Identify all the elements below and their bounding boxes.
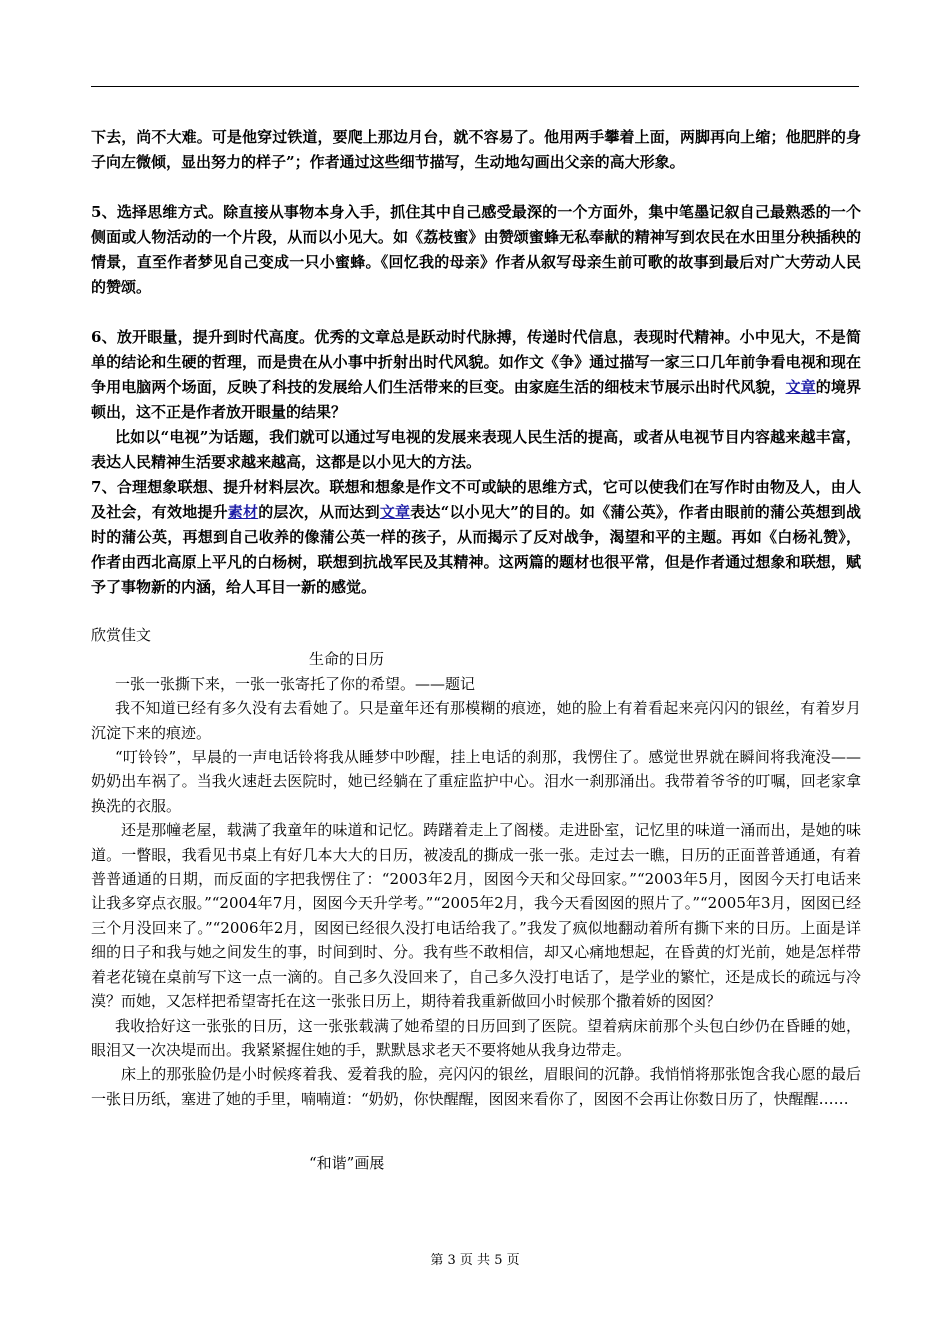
page-footer: 第 3 页 共 5 页 — [430, 1253, 520, 1268]
page-content — [91, 125, 861, 1176]
essay-paragraph-5: 床上的那张脸仍是小时候疼着我、爱着我的脸，亮闪闪的银丝，眉眼间的沉静。我悄悄将那张饱含我心愿的最后一张日历纸，塞进了她的手里，喃喃道：“奶奶，你快醒醒，囡囡来看你了，囡囡不会再让你数日历了，快醒醒…… — [91, 1065, 861, 1108]
next-essay-title: “和谐”画展 — [309, 1154, 385, 1173]
section-heading: 欣赏佳文 — [91, 626, 152, 644]
essay-paragraph-1: 我不知道已经有多久没有去看她了。只是童年还有那模糊的痕迹，她的脸上有着看起来亮闪闪的银丝，有着岁月沉淀下来的痕迹。 — [91, 699, 861, 742]
essay-title: 生命的日历 — [309, 650, 385, 669]
header-rule — [91, 86, 859, 87]
material-link[interactable]: 素材 — [227, 503, 259, 521]
paragraph-tv-example: 比如以“电视”为话题，我们就可以通过写电视的发展来表现人民生活的提高，或者从电视节目内容越来越丰富，表达人民精神生活要求越来越高，这都是以小见大的方法。 — [91, 428, 861, 471]
paragraph-point-7: 7、合理想象联想、提升材料层次。联想和想象是作文不可或缺的思维方式，它可以使我们在写作时由物及人，由人及社会，有效地提升素材的层次，从而达到文章表达“以小见大”的目的。如《蒲公英》，作者由眼前的蒲公英想到战时的蒲公英，再想到自己收养的像蒲公英一样的孩子，从而揭示了反对战争，渴望和平的主题。再如《白杨礼赞》，作者由西北高原上平凡的白杨树，联想到抗战军民及其精神。这两篇的题材也很平常，但是作者通过想象和联想，赋予了事物新的内涵，给人耳目一新的感觉。 — [91, 478, 861, 596]
article-link[interactable]: 文章 — [785, 378, 816, 396]
paragraph-continuation: 下去，尚不大难。可是他穿过铁道，要爬上那边月台，就不容易了。他用两手攀着上面，两脚再向上缩；他肥胖的身子向左微倾，显出努力的样子”；作者通过这些细节描写，生动地勾画出父亲的高大形象。 — [91, 128, 861, 171]
essay-paragraph-4: 我收拾好这一张张的日历，这一张张载满了她希望的日历回到了医院。望着病床前那个头包白纱仍在昏睡的她，眼泪又一次决堤而出。我紧紧握住她的手，默默恳求老天不要将她从我身边带走。 — [91, 1016, 861, 1059]
essay-paragraph-2: “叮铃铃”，早晨的一声电话铃将我从睡梦中吵醒，挂上电话的刹那，我愣住了。感觉世界就在瞬间将我淹没——奶奶出车祸了。当我火速赶去医院时，她已经躺在了重症监护中心。泪水一刹那涌出。我带着爷爷的叮嘱，回老家拿换洗的衣服。 — [91, 748, 861, 815]
paragraph-point-5: 5、选择思维方式。除直接从事物本身入手，抓住其中自己感受最深的一个方面外，集中笔墨记叙自己最熟悉的一个侧面或人物活动的一个片段，从而以小见大。如《荔枝蜜》由赞颂蜜蜂无私奉献的精神写到农民在水田里分秧插秧的情景，直至作者梦见自己变成一只小蜜蜂。《回忆我的母亲》作者从叙写母亲生前可歌的故事到最后对广大劳动人民的赞颂。 — [91, 203, 861, 296]
essay-paragraph-3: 还是那幢老屋，载满了我童年的味道和记忆。踌躇着走上了阁楼。走进卧室，记忆里的味道一涌而出，是她的味道。一瞥眼，我看见书桌上有好几本大大的日历，被凌乱的撕成一张一张。走过去一瞧，日历的正面普普通通，有着普普通通的日期，而反面的字把我愣住了：“2003年2月，囡囡今天和父母回家。”“2003年5月，囡囡今天打电话来让我多穿点衣服。”“2004年7月，囡囡今天升学考。”“2005年2月，我今天看囡囡的照片了。”“2005年3月，囡囡已经三个月没回来了。”“2006年2月，囡囡已经很久没打电话给我了。”我发了疯似地翻动着所有撕下来的日历。上面是详细的日子和我与她之间发生的事，时间到时、分。我有些不敢相信，却又心痛地想起，在昏黄的灯光前，她是怎样带着老花镜在桌前写下这一点一滴的。自己多久没回来了，自己多久没打电话了，是学业的繁忙，还是成长的疏远与冷漠？而她，又怎样把希望寄托在这一张张日历上，期待着我重新做回小时候那个撒着娇的囡囡？ — [91, 821, 861, 1011]
essay-epigraph: 一张一张撕下来，一张一张寄托了你的希望。——题记 — [115, 674, 476, 693]
paragraph-point-6: 6、放开眼量，提升到时代高度。优秀的文章总是跃动时代脉搏，传递时代信息，表现时代精神。小中见大，不是简单的结论和生硬的哲理，而是贵在从小事中折射出时代风貌。如作文《争》通过描写一家三口几年前争看电视和现在争用电脑两个场面，反映了科技的发展给人们生活带来的巨变。由家庭生活的细枝末节展示出时代风貌，文章的境界顿出，这不正是作者放开眼量的结果？ — [91, 328, 861, 421]
article-link-2[interactable]: 文章 — [379, 503, 411, 521]
